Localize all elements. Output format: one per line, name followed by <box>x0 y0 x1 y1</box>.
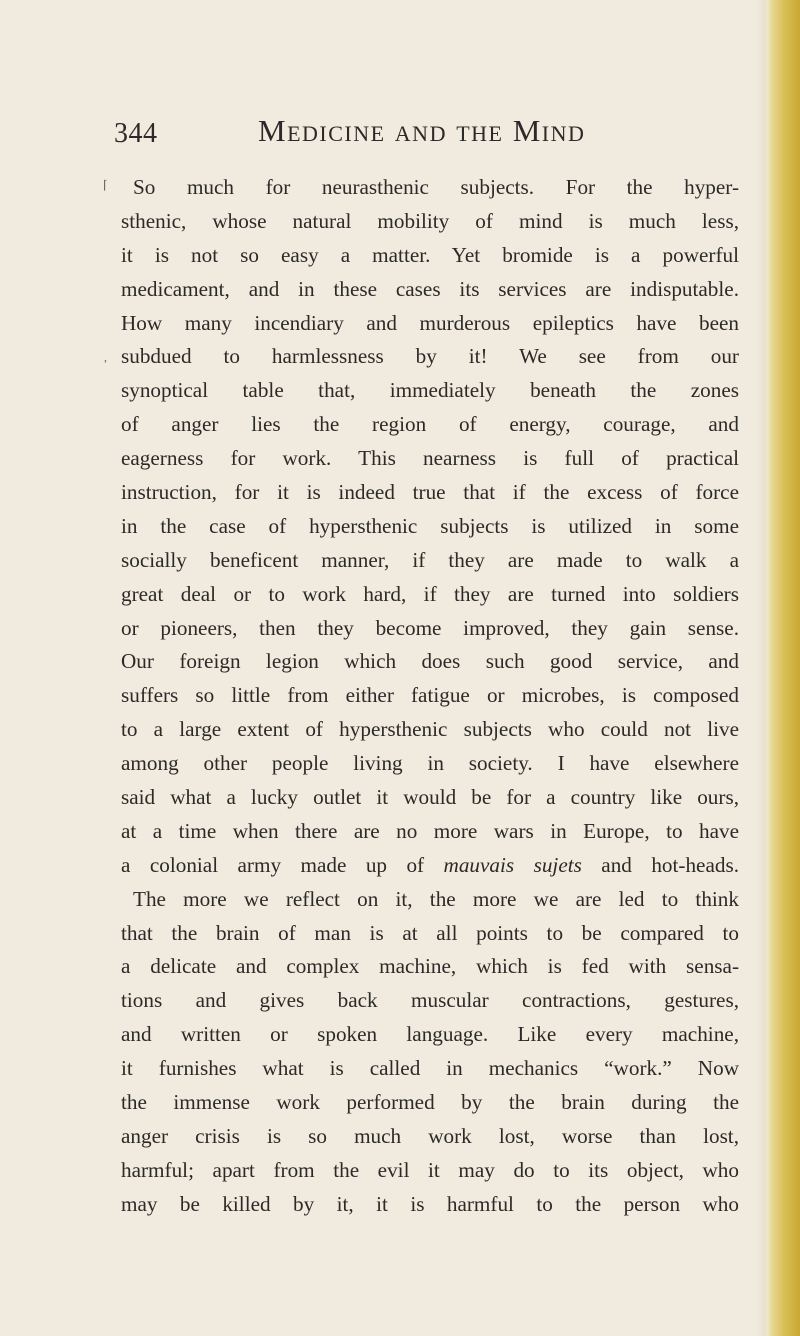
text-line: socially beneficent manner, if they are made to walk a <box>121 547 739 572</box>
text-line: subdued to harmlessness by it! We see from our <box>121 344 739 369</box>
text-line: at a time when there are no more wars in Europe, to have <box>121 818 739 843</box>
page-edge-shadow <box>756 0 766 1336</box>
text-line: How many incendiary and murderous epileptics have been <box>121 310 739 335</box>
text-line: of anger lies the region of energy, courage, and <box>121 412 739 437</box>
text-line: may be killed by it, it is harmful to the person who <box>121 1191 739 1216</box>
text-line: Our foreign legion which does such good service, and <box>121 649 739 674</box>
text-line: The more we reflect on it, the more we are led to think <box>133 886 739 911</box>
text-line: anger crisis is so much work lost, worse than lost, <box>121 1123 739 1148</box>
text-line <box>121 849 739 883</box>
text-line: tions and gives back muscular contractions, gestures, <box>121 988 739 1013</box>
italic-phrase: mauvais sujets <box>443 852 582 877</box>
text-segment: a colonial army made up of <box>121 852 444 877</box>
text-line: in the case of hypersthenic subjects is utilized in some <box>121 513 739 538</box>
text-line: a delicate and complex machine, which is fed with sensa- <box>121 954 739 979</box>
text-line: So much for neurasthenic subjects. For the hyper- <box>133 175 739 199</box>
text-line: to a large extent of hypersthenic subjects who could not live <box>121 717 739 742</box>
page-number: 344 <box>114 118 158 149</box>
text-line: medicament, and in these cases its services are indisputable. <box>121 276 739 301</box>
text-line: the immense work performed by the brain during the <box>121 1090 739 1115</box>
margin-mark: , <box>104 350 107 364</box>
text-line: or pioneers, then they become improved, they gain sense. <box>121 615 739 640</box>
text-line: sthenic, whose natural mobility of mind is much less, <box>121 208 739 233</box>
text-line: suffers so little from either fatigue or microbes, is composed <box>121 683 739 708</box>
text-line: it furnishes what is called in mechanics “work.” Now <box>121 1056 739 1081</box>
text-line: among other people living in society. I have elsewhere <box>121 751 739 776</box>
text-line: eagerness for work. This nearness is full of practical <box>121 446 739 471</box>
text-line: harmful; apart from the evil it may do to its object, who <box>121 1157 739 1182</box>
margin-mark: ⌈ <box>103 178 108 192</box>
text-line: great deal or to work hard, if they are turned into soldiers <box>121 581 739 606</box>
body-text <box>121 171 739 1222</box>
text-line: said what a lucky outlet it would be for a country like ours, <box>121 785 739 810</box>
text-line: instruction, for it is indeed true that if the excess of force <box>121 480 739 505</box>
running-head: Medicine and the Mind <box>258 113 586 148</box>
text-segment: and hot-heads. <box>581 852 739 877</box>
book-page-edge <box>766 0 800 1336</box>
text-line: synoptical table that, immediately beneath the zones <box>121 378 739 403</box>
text-line: it is not so easy a matter. Yet bromide is a powerful <box>121 242 739 267</box>
text-line: that the brain of man is at all points to be compared to <box>121 920 739 945</box>
text-line: and written or spoken language. Like every machine, <box>121 1022 739 1047</box>
